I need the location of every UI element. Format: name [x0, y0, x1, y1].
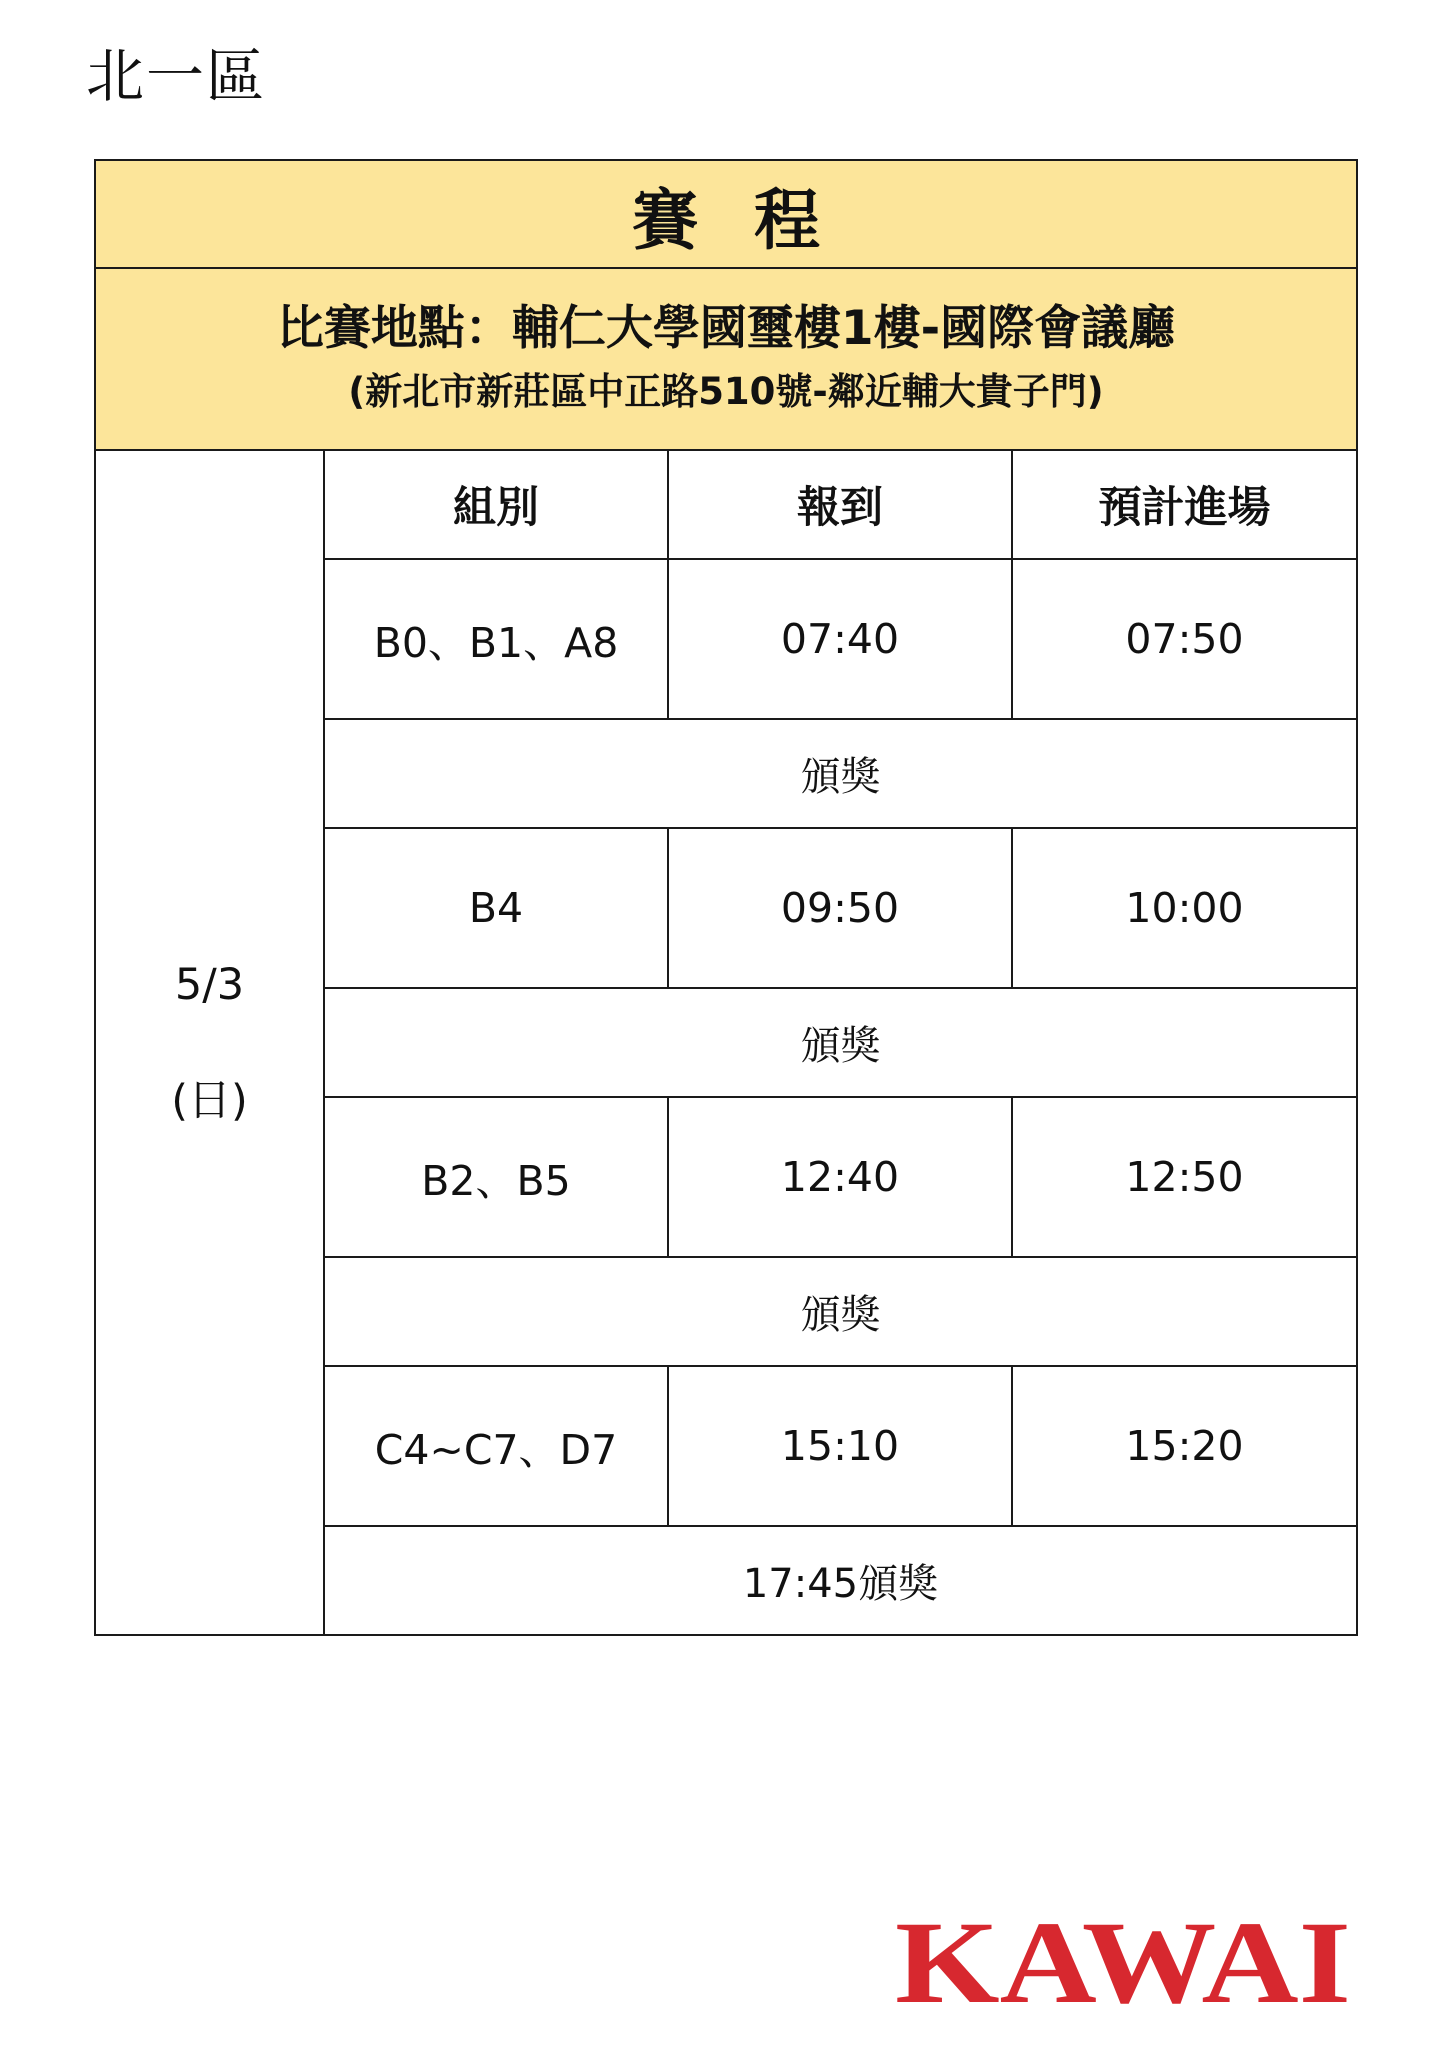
- schedule-table: [94, 159, 1358, 1636]
- award-text: 頒獎: [324, 1257, 1357, 1366]
- award-text: 頒獎: [324, 988, 1357, 1097]
- session-checkin-time: 07:40: [668, 559, 1012, 719]
- region-title: 北一區: [86, 42, 267, 110]
- session-group: B4: [324, 828, 668, 988]
- award-text: 17:45頒獎: [324, 1526, 1357, 1635]
- date-text: 5/3: [174, 959, 245, 1010]
- session-checkin-time: 09:50: [668, 828, 1012, 988]
- logo-text: KAWAI: [895, 1908, 1351, 2012]
- session-entry-time: 15:20: [1012, 1366, 1357, 1526]
- session-group: B2、B5: [324, 1097, 668, 1257]
- header-group: 組別: [324, 450, 668, 559]
- session-entry-time: 10:00: [1012, 828, 1357, 988]
- header-checkin: 報到: [668, 450, 1012, 559]
- date-cell: [95, 450, 324, 1635]
- venue-address: (新北市新莊區中正路510號-鄰近輔大貴子門): [348, 370, 1104, 413]
- header-row: [95, 450, 1357, 559]
- venue-row: [95, 268, 1357, 450]
- venue-text: 比賽地點：輔仁大學國璽樓1樓-國際會議廳: [276, 301, 1176, 356]
- session-checkin-time: 12:40: [668, 1097, 1012, 1257]
- session-entry-time: 07:50: [1012, 559, 1357, 719]
- weekday-text: (日): [171, 1075, 248, 1126]
- kawai-logo: [893, 1908, 1353, 2012]
- award-text: 頒獎: [324, 719, 1357, 828]
- venue-cell: [95, 268, 1357, 450]
- session-group: B0、B1、A8: [324, 559, 668, 719]
- schedule-title: 賽程: [95, 160, 1357, 268]
- title-row: [95, 160, 1357, 268]
- session-entry-time: 12:50: [1012, 1097, 1357, 1257]
- session-checkin-time: 15:10: [668, 1366, 1012, 1526]
- header-entry: 預計進場: [1012, 450, 1357, 559]
- session-group: C4~C7、D7: [324, 1366, 668, 1526]
